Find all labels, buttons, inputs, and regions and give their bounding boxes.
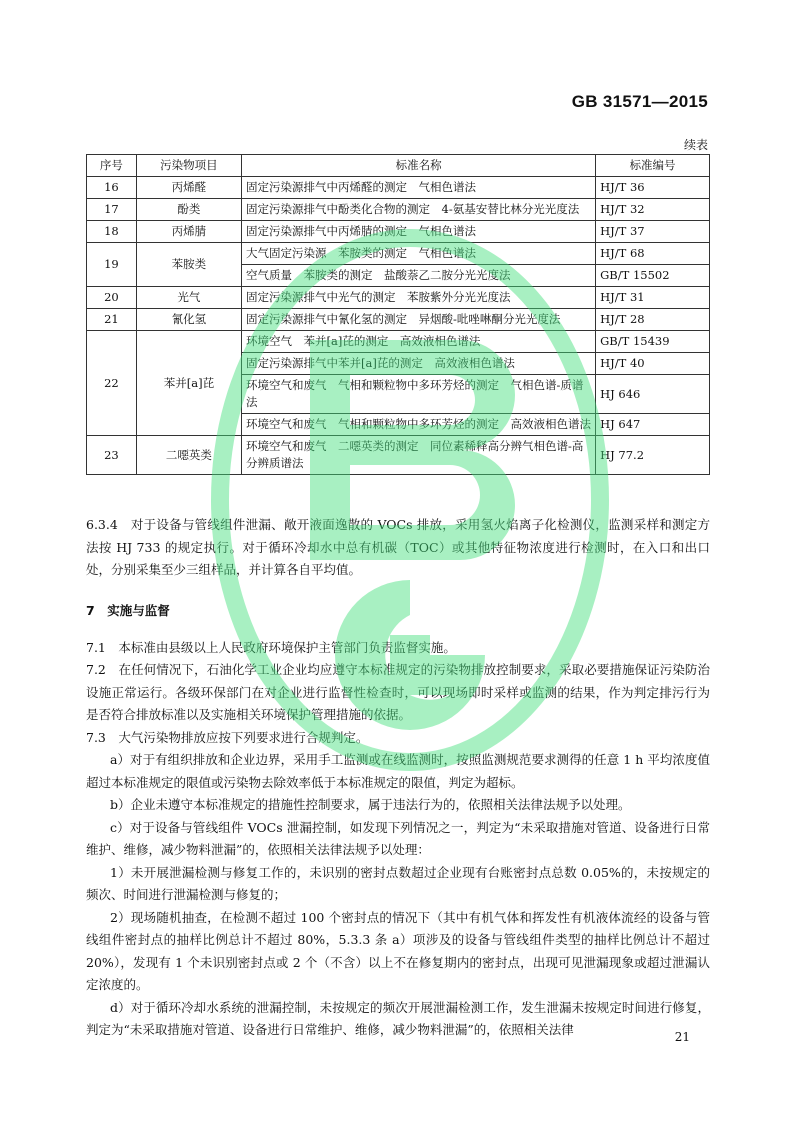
item-b: b）企业未遵守本标准规定的措施性控制要求，属于违法行为的，依照相关法律法规予以处理。 [110,797,631,812]
cell-no: 22 [87,331,137,436]
table-row [87,287,710,309]
cell-code: HJ/T 31 [596,287,710,309]
cell-no: 18 [87,221,137,243]
cell-pollutant: 苯胺类 [136,243,241,287]
table-row [87,221,710,243]
cell-code: HJ 647 [596,414,710,436]
cell-code: HJ/T 40 [596,353,710,375]
cell-name: 环境空气 苯并[a]芘的测定 高效液相色谱法 [242,331,596,353]
cell-pollutant: 苯并[a]芘 [136,331,241,436]
table-row [87,436,710,475]
cell-code: GB/T 15502 [596,265,710,287]
item-d: d）对于循环冷却水系统的泄漏控制，未按规定的频次开展泄漏检测工作，发生泄漏未按规定时间进行修复，判定为“未采取措施对管道、设备进行日常维护、维修，减少物料泄漏”的，依照相关法律 [86,999,710,1037]
col-header-pollutant: 污染物项目 [136,155,241,177]
cell-pollutant: 氰化氢 [136,309,241,331]
item-c-1: 1）未开展泄漏检测与修复工作的，未识别的密封点数超过企业现有台账密封点总数 0.05%的，未按规定的频次、时间进行泄漏检测与修复的； [86,864,710,902]
page-number: 21 [674,1030,690,1044]
section-7 [86,600,710,1042]
cell-no: 16 [87,177,137,199]
cell-no: 17 [87,199,137,221]
cell-no: 23 [87,436,137,475]
cell-name: 空气质量 苯胺类的测定 盐酸萘乙二胺分光光度法 [242,265,596,287]
cell-no: 20 [87,287,137,309]
cell-name: 环境空气和废气 气相和颗粒物中多环芳烃的测定 气相色谱-质谱法 [242,375,596,414]
item-c: c）对于设备与管线组件 VOCs 泄漏控制，如发现下列情况之一，判定为“未采取措施对管道、设备进行日常维护、维修，减少物料泄漏”的，依照相关法律法规予以处理： [86,819,710,857]
cell-pollutant: 丙烯醛 [136,177,241,199]
cell-pollutant: 二噁英类 [136,436,241,475]
cell-code: HJ/T 28 [596,309,710,331]
cell-code: HJ/T 36 [596,177,710,199]
paragraph-6-3-4: 6.3.4 对于设备与管线组件泄漏、敞开液面逸散的 VOCs 排放，采用氢火焰离子化检测仪，监测采样和测定方法按 HJ 733 的规定执行。对于循环冷却水中总有机碳（TOC）或其他特征物浓度进行检测时，在入口和出口处，分别采集至少三组样品，并计算各自平均值。 [86,517,710,577]
col-header-name: 标准名称 [242,155,596,177]
col-header-no: 序号 [87,155,137,177]
item-c-2: 2）现场随机抽查，在检测不超过 100 个密封点的情况下（其中有机气体和挥发性有机液体流经的设备与管线组件密封点的抽样比例总计不超过 80%，5.3.3 条 a）项涉及的设备与管线组件类型的抽样比例总计不超过 20%），发现有 1 个未识别密封点或 2 个（不含）以上不在修复期内的密封点，出现可见泄漏现象或超过泄漏认定浓度的。 [86,909,710,992]
cell-no: 21 [87,309,137,331]
clause-6-3-4 [86,514,710,582]
cell-name: 固定污染源排气中氰化氢的测定 异烟酸-吡唑啉酮分光光度法 [242,309,596,331]
cell-code: HJ/T 32 [596,199,710,221]
item-a: a）对于有组织排放和企业边界，采用手工监测或在线监测时，按照监测规范要求测得的任意 1 h 平均浓度值超过本标准规定的限值或污染物去除效率低于本标准规定的限值，判定为超标。 [86,752,710,790]
section-7-heading: 7 实施与监督 [86,603,170,618]
standards-table [86,154,710,475]
cell-name: 固定污染源排气中酚类化合物的测定 4-氨基安替比林分光光度法 [242,199,596,221]
cell-name: 环境空气和废气 二噁英类的测定 同位素稀释高分辨气相色谱-高分辨质谱法 [242,436,596,475]
paragraph-7-3: 7.3 大气污染物排放应按下列要求进行合规判定。 [86,729,369,745]
cell-code: HJ/T 68 [596,243,710,265]
cell-name: 固定污染源排气中丙烯醛的测定 气相色谱法 [242,177,596,199]
cell-pollutant: 酚类 [136,199,241,221]
cell-name: 大气固定污染源 苯胺类的测定 气相色谱法 [242,243,596,265]
cell-code: HJ 77.2 [596,436,710,475]
table-row [87,177,710,199]
cell-name: 固定污染源排气中苯并[a]芘的测定 高效液相色谱法 [242,353,596,375]
table-row [87,331,710,353]
table-row [87,309,710,331]
table-row [87,199,710,221]
cell-code: HJ 646 [596,375,710,414]
table-row [87,243,710,265]
cell-no: 19 [87,243,137,287]
cell-code: HJ/T 37 [596,221,710,243]
standard-code: GB 31571—2015 [571,92,708,111]
table-header-row [87,155,710,177]
cell-name: 环境空气和废气 气相和颗粒物中多环芳烃的测定 高效液相色谱法 [242,414,596,436]
paragraph-7-1: 7.1 本标准由县级以上人民政府环境保护主管部门负责监督实施。 [86,639,456,655]
col-header-code: 标准编号 [596,155,710,177]
paragraph-7-2: 7.2 在任何情况下，石油化学工业企业均应遵守本标准规定的污染物排放控制要求，采取必要措施保证污染防治设施正常运行。各级环保部门在对企业进行监督性检查时，可以现场即时采样或监测的结果，作为判定排污行为是否符合排放标准以及实施相关环境保护管理措施的依据。 [86,662,710,722]
cell-pollutant: 光气 [136,287,241,309]
cell-pollutant: 丙烯腈 [136,221,241,243]
cell-code: GB/T 15439 [596,331,710,353]
cell-name: 固定污染源排气中丙烯腈的测定 气相色谱法 [242,221,596,243]
continued-label: 续表 [683,138,708,152]
cell-name: 固定污染源排气中光气的测定 苯胺紫外分光光度法 [242,287,596,309]
